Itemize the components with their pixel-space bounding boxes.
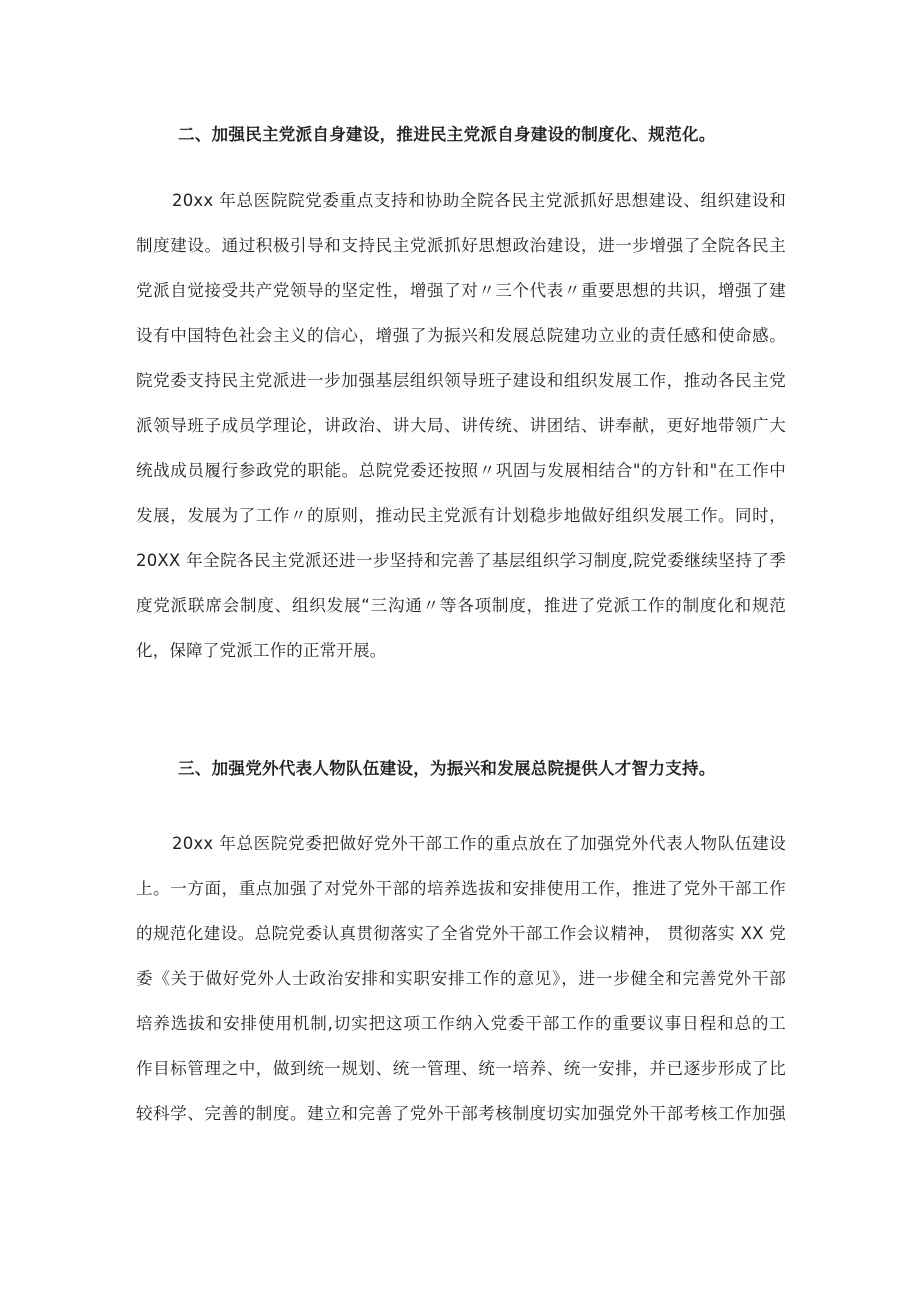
paragraph-line: 20xx 年总医院党委把做好党外干部工作的重点放在了加强党外代表人物队伍建设: [172, 834, 786, 853]
section-2-heading: 二、加强民主党派自身建设，推进民主党派自身建设的制度化、规范化。: [178, 125, 716, 144]
section-2-paragraph: [136, 178, 786, 673]
paragraph-line: 度党派联席会制度、组织发展“三沟通〃等各项制度，推进了党派工作的制度化和规范: [136, 596, 786, 615]
paragraph-line: 发展，发展为了工作〃的原则，推动民主党派有计划稳步地做好组织发展工作。同时，: [136, 506, 786, 525]
paragraph-line: 上。一方面，重点加强了对党外干部的培养选拔和安排使用工作，推进了党外干部工作: [136, 879, 786, 898]
paragraph-line: 制度建设。通过积极引导和支持民主党派抓好思想政治建设，进一步增强了全院各民主: [136, 236, 786, 255]
paragraph-line: 统战成员履行参政党的职能。总院党委还按照〃巩固与发展相结合"的方针和"在工作中: [136, 461, 786, 480]
paragraph-line: 化，保障了党派工作的正常开展。: [136, 641, 387, 660]
paragraph-line: 的规范化建设。总院党委认真贯彻落实了全省党外干部工作会议精神， 贯彻落实 XX 党: [136, 924, 786, 943]
paragraph-line: 院党委支持民主党派进一步加强基层组织领导班子建设和组织发展工作，推动各民主党: [136, 371, 786, 390]
paragraph-line: 较科学、完善的制度。建立和完善了党外干部考核制度切实加强党外干部考核工作加强: [136, 1104, 786, 1123]
section-3-paragraph: [136, 821, 786, 1136]
paragraph-line: 设有中国特色社会主义的信心，增强了为振兴和发展总院建功立业的责任感和使命感。: [136, 326, 786, 345]
paragraph-line: 培养选拔和安排使用机制,切实把这项工作纳入党委干部工作的重要议事日程和总的工: [136, 1014, 786, 1033]
paragraph-line: 20xx 年总医院院党委重点支持和协助全院各民主党派抓好思想建设、组织建设和: [172, 191, 786, 210]
section-3-heading: 三、加强党外代表人物队伍建设，为振兴和发展总院提供人才智力支持。: [178, 759, 716, 778]
paragraph-line: 党派自觉接受共产党领导的坚定性，增强了对〃三个代表〃重要思想的共识，增强了建: [136, 281, 786, 300]
paragraph-line: 派领导班子成员学理论，讲政治、讲大局、讲传统、讲团结、讲奉献，更好地带领广大: [136, 416, 786, 435]
paragraph-line: 20XX 年全院各民主党派还进一步坚持和完善了基层组织学习制度,院党委继续坚持了季: [136, 551, 786, 570]
paragraph-line: 委《关于做好党外人士政治安排和实职安排工作的意见》，进一步健全和完善党外干部: [136, 969, 786, 988]
paragraph-line: 作目标管理之中，做到统一规划、统一管理、统一培养、统一安排，并已逐步形成了比: [136, 1059, 786, 1078]
